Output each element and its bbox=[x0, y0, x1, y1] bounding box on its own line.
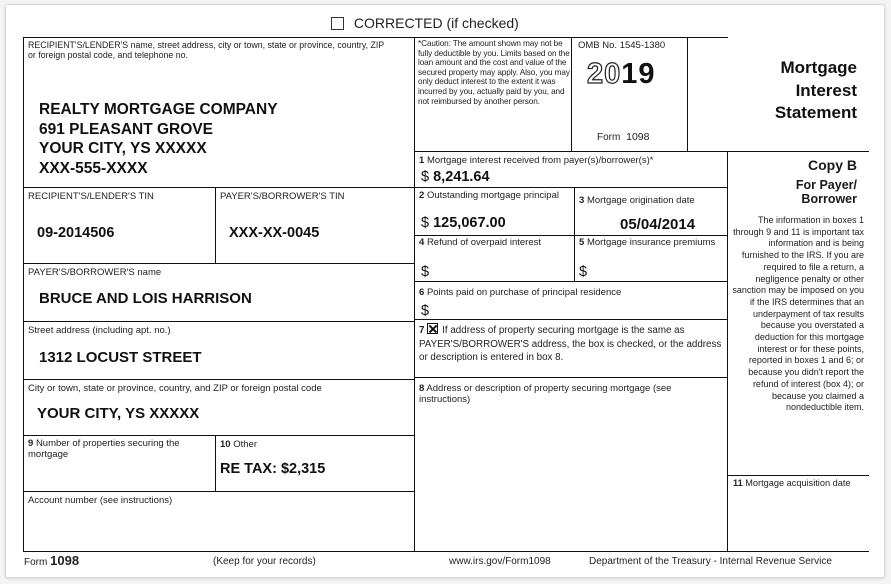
footer-form-number: Form 1098 bbox=[24, 553, 80, 568]
omb-number: OMB No. 1545-1380 bbox=[578, 40, 666, 51]
corrected-checkbox[interactable] bbox=[331, 17, 344, 30]
box2-amount[interactable]: $ 125,067.00 bbox=[421, 215, 506, 231]
footer-keep: (Keep for your records) bbox=[213, 556, 316, 567]
recipient-name: REALTY MORTGAGE COMPANY bbox=[39, 101, 278, 118]
box6-amount[interactable]: $ bbox=[421, 303, 430, 319]
box1-amount[interactable]: $ 8,241.64 bbox=[421, 169, 490, 185]
city-address-label: City or town, state or province, country, and ZIP or foreign postal code bbox=[28, 383, 322, 394]
form-1098-sheet bbox=[5, 4, 885, 578]
footer-url[interactable]: www.irs.gov/Form1098 bbox=[449, 556, 551, 567]
box3-date[interactable]: 05/04/2014 bbox=[620, 216, 696, 233]
form-title: Mortgage Interest Statement bbox=[774, 58, 857, 122]
tax-year-outline: 20 bbox=[587, 58, 622, 90]
recipient-phone: XXX-555-XXXX bbox=[39, 159, 148, 177]
box5-label: 5 Mortgage insurance premiums bbox=[579, 237, 716, 248]
copy-notice: The information in boxes 1 through 9 and 11 is important tax information and is being furnished to the IRS. If you are required to file a return, a negligence penalty or other sanction may be imposed on you if the IRS determines that an underpayment of tax results because you overstated a deduction for this mortgage interest or for these points, reported in boxes 1 and 6; or because you didn't report the refund of interest (box 4); or because you claimed a nondeductible item. bbox=[732, 215, 864, 413]
copy-for: For Payer/ Borrower bbox=[795, 178, 857, 206]
box11-label[interactable]: 11 Mortgage acquisition date bbox=[733, 478, 851, 488]
tax-year-bold: 19 bbox=[621, 58, 656, 90]
box9-label[interactable]: 9 Number of properties securing the mortgage bbox=[28, 438, 180, 460]
box6-label: 6 Points paid on purchase of principal residence bbox=[419, 287, 622, 298]
payer-tin-label: PAYER'S/BORROWER'S TIN bbox=[220, 191, 345, 202]
box8-label[interactable]: 8 Address or description of property securing mortgage (see instructions) bbox=[419, 383, 672, 405]
recipient-street: 691 PLEASANT GROVE bbox=[39, 120, 213, 138]
tax-year bbox=[587, 58, 656, 91]
box7-checkbox[interactable] bbox=[427, 323, 438, 334]
copy-title: Copy B bbox=[808, 157, 857, 173]
city-address-value[interactable]: YOUR CITY, YS XXXXX bbox=[37, 405, 200, 422]
box10-label: 10 Other bbox=[220, 439, 257, 450]
recipient-tin-label: RECIPIENT'S/LENDER'S TIN bbox=[28, 191, 154, 202]
form-number-top: Form 1098 bbox=[597, 131, 650, 143]
box3-label: 3 Mortgage origination date bbox=[579, 195, 695, 206]
recipient-label: RECIPIENT'S/LENDER'S name, street address, city or town, state or province, country, ZIP or foreign postal code, and telephone no. bbox=[28, 40, 385, 61]
payer-tin-value[interactable]: XXX-XX-0045 bbox=[229, 225, 320, 241]
box4-amount[interactable]: $ bbox=[421, 264, 430, 280]
recipient-block[interactable] bbox=[39, 100, 278, 178]
street-address-value[interactable]: 1312 LOCUST STREET bbox=[39, 349, 202, 366]
box1-label: 1 Mortgage interest received from payer(s)/borrower(s)* bbox=[419, 155, 654, 166]
recipient-city: YOUR CITY, YS XXXXX bbox=[39, 140, 207, 157]
footer-department: Department of the Treasury - Internal Revenue Service bbox=[589, 556, 832, 567]
box5-amount[interactable]: $ bbox=[579, 264, 588, 280]
box7-label: If address of property securing mortgage is the same as PAYER'S/BORROWER'S address, the box is checked, or the address or description is entered in box 8. bbox=[419, 325, 722, 364]
box10-value[interactable]: RE TAX: $2,315 bbox=[220, 461, 326, 477]
payer-name-label: PAYER'S/BORROWER'S name bbox=[28, 267, 162, 278]
box4-label: 4 Refund of overpaid interest bbox=[419, 237, 542, 248]
account-number-label[interactable]: Account number (see instructions) bbox=[28, 495, 173, 506]
corrected-header bbox=[331, 15, 519, 31]
recipient-tin-value[interactable]: 09-2014506 bbox=[37, 225, 115, 241]
street-address-label: Street address (including apt. no.) bbox=[28, 325, 171, 336]
box7: 7 If address of property securing mortgage is the same as PAYER'S/BORROWER'S address, the box is checked, or the address or description is entered in box 8. bbox=[419, 325, 722, 364]
caution-text: *Caution: The amount shown may not be fully deductible by you. Limits based on the loan amount and the cost and value of the secured property may apply. Also, you may only deduct interest to the extent it was incurred by you, actually paid by you, and not reimbursed by another person. bbox=[418, 39, 570, 106]
corrected-label: CORRECTED (if checked) bbox=[353, 15, 519, 31]
box2-label: 2 Outstanding mortgage principal bbox=[419, 190, 559, 201]
payer-name-value[interactable]: BRUCE AND LOIS HARRISON bbox=[39, 290, 252, 307]
